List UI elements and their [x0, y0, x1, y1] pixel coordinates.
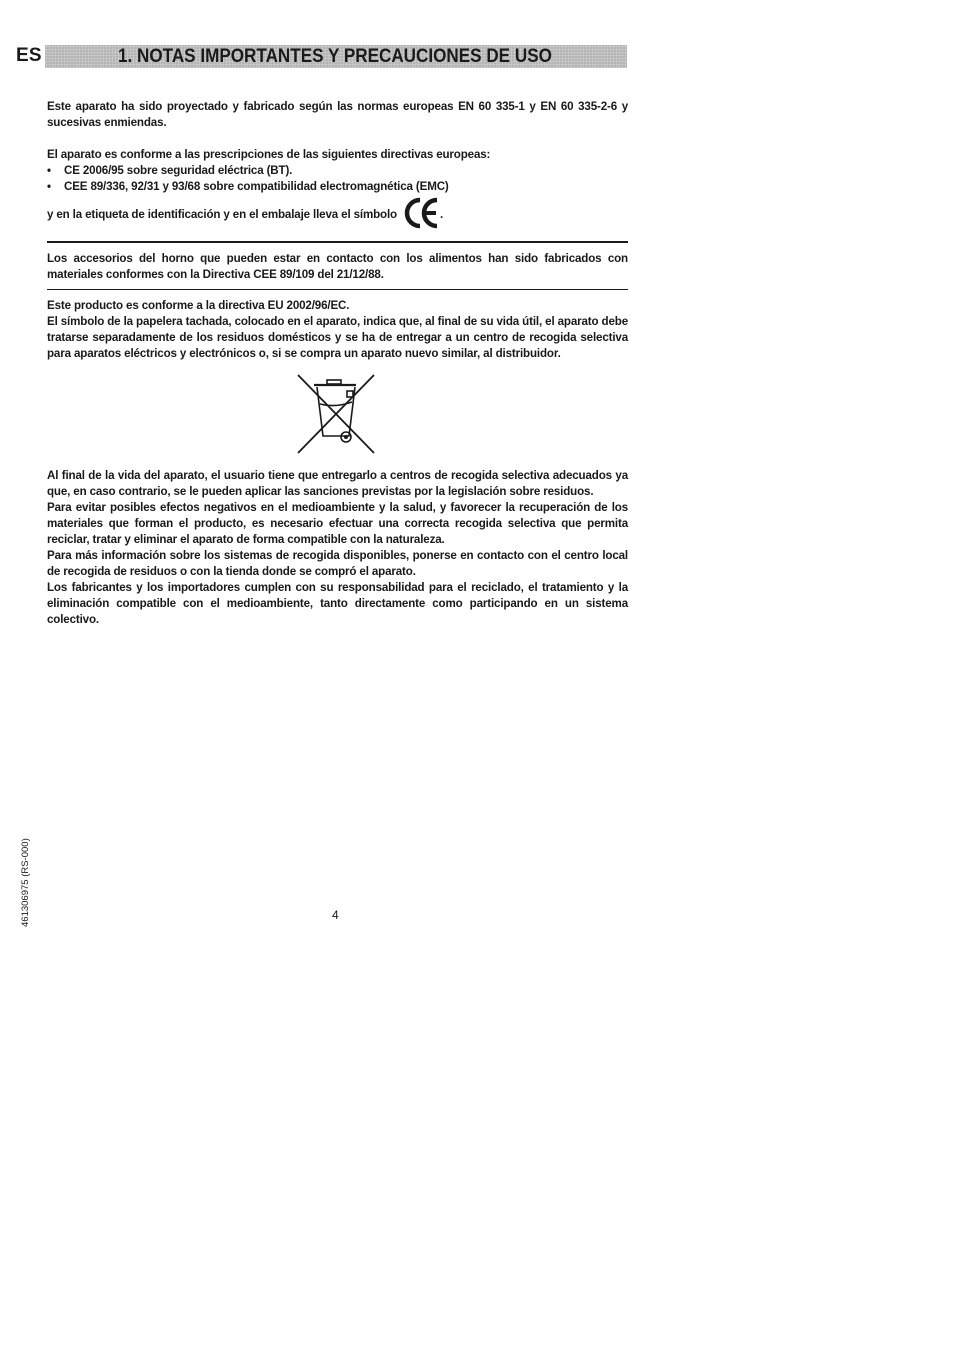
divider	[47, 241, 628, 243]
list-item	[47, 179, 628, 195]
environment-paragraph: Para evitar posibles efectos negativos en el medioambiente y la salud, y favorecer la recuperación de los materiales que forman el producto, es necesario efectuar una correcta recogida selectiva que permita reciclar, tratar y eliminar el aparato de forma compatible con la naturaleza.	[47, 501, 628, 546]
food-contact-paragraph: Los accesorios del horno que pueden estar en contacto con los alimentos han sido fabricados con materiales conformes con la Directiva CEE 89/109 del 21/12/88.	[47, 252, 628, 281]
page-title: 1. NOTAS IMPORTANTES Y PRECAUCIONES DE USO	[118, 46, 552, 67]
list-item	[47, 163, 628, 179]
document-body	[47, 99, 628, 628]
ce-symbol-line	[47, 197, 628, 233]
document-code: 461306975 (RS-000)	[20, 838, 31, 927]
list-item-text: CE 2006/95 sobre seguridad eléctrica (BT).	[64, 164, 293, 177]
divider	[47, 289, 628, 290]
standards-paragraph: Este aparato ha sido proyectado y fabricado según las normas europeas EN 60 335-1 y EN 60 335-2-6 y sucesivas enmiendas.	[47, 100, 628, 129]
bullet-glyph: •	[47, 180, 51, 193]
list-item-text: CEE 89/336, 92/31 y 93/68 sobre compatibilidad electromagnética (EMC)	[64, 180, 449, 193]
ce-sentence: y en la etiqueta de identificación y en el embalaje lleva el símbolo	[47, 208, 397, 221]
title-bar	[45, 45, 627, 68]
weee-symbol-paragraph: El símbolo de la papelera tachada, colocado en el aparato, indica que, al final de su vida útil, el aparato debe tratarse separadamente de los residuos domésticos y se ha de entregar a un centro de recogida selectiva para aparatos eléctricos y electrónicos o, si se compra un aparato nuevo similar, al distribuidor.	[47, 315, 628, 360]
weee-symbol	[43, 362, 628, 468]
crossed-out-wheelie-bin-icon	[297, 374, 375, 454]
language-code: ES	[16, 45, 42, 66]
bullet-glyph: •	[47, 164, 51, 177]
directives-intro: El aparato es conforme a las prescripciones de las siguientes directivas europeas:	[47, 148, 491, 161]
ce-period: .	[439, 208, 444, 221]
weee-directive-line: Este producto es conforme a la directiva EU 2002/96/EC.	[47, 299, 350, 312]
ce-mark-icon	[404, 196, 440, 235]
end-of-life-paragraph: Al final de la vida del aparato, el usuario tiene que entregarlo a centros de recogida selectiva adecuados ya que, en caso contrario, se le pueden aplicar las sanciones previstas por la legislación sobre residuos.	[47, 469, 628, 498]
page-number: 4	[332, 908, 339, 922]
directives-list	[47, 163, 628, 195]
more-info-paragraph: Para más información sobre los sistemas de recogida disponibles, ponerse en contacto con el centro local de recogida de residuos o con la tienda donde se compró el aparato.	[47, 549, 628, 578]
manufacturers-paragraph: Los fabricantes y los importadores cumplen con su responsabilidad para el reciclado, el tratamiento y la eliminación compatible con el medioambiente, tanto directamente como participando en un sistema colectivo.	[47, 581, 628, 626]
